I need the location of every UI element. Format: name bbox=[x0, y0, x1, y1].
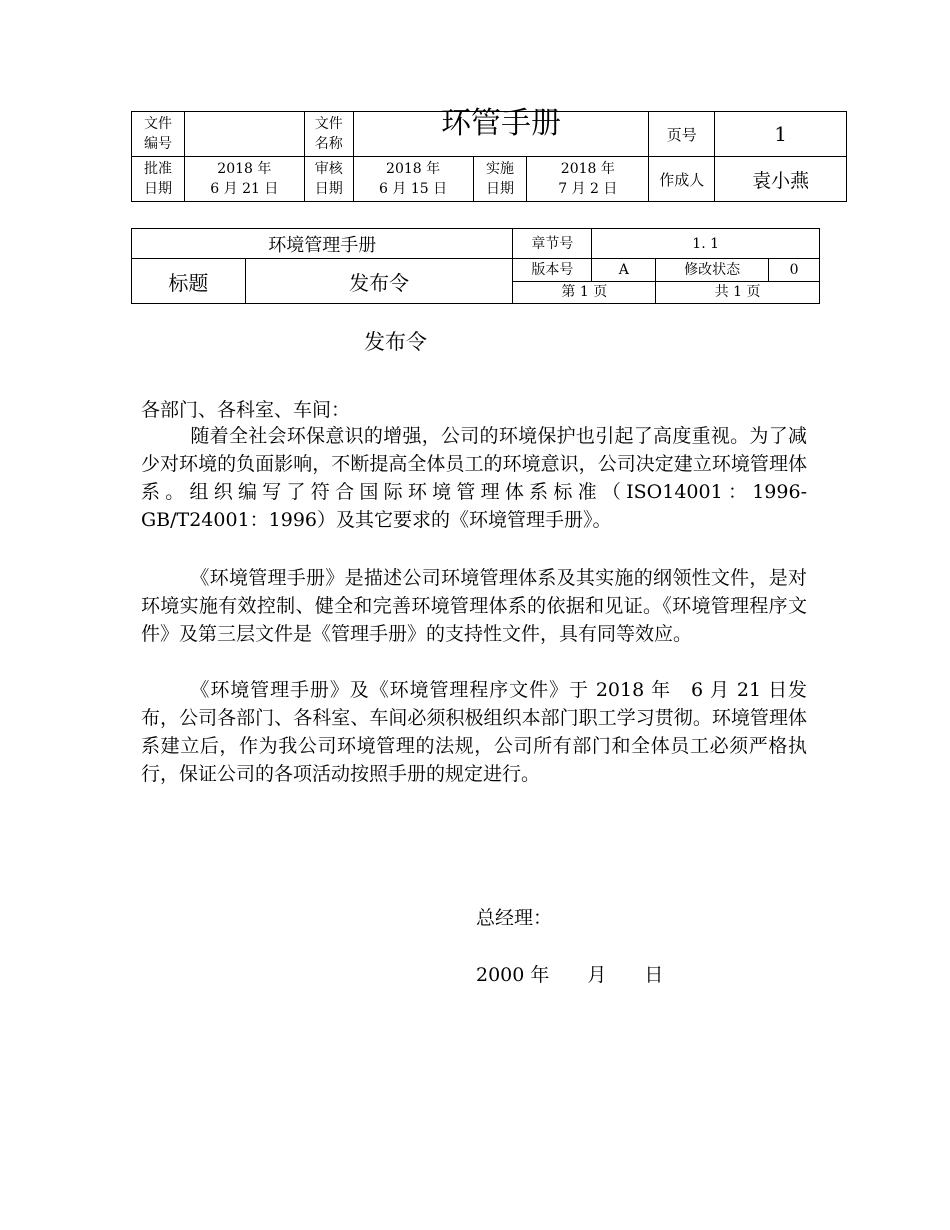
review-date-label: 审核 日期 bbox=[304, 157, 353, 202]
body-paragraph: 随着全社会环保意识的增强，公司的环境保护也引起了高度重视。为了减少对环境的负面影响，不断提高全体员工的环境意识，公司决定建立环境管理体系。组织编写了符合国际环境管理体系标准（ISO14001：1996-GB/T24001：1996）及其它要求的《环境管理手册》。 bbox=[141, 425, 807, 531]
manual-name: 环境管理手册 bbox=[132, 229, 513, 259]
version-value: A bbox=[592, 259, 656, 281]
section-header-table bbox=[131, 228, 820, 304]
page-number-label: 页号 bbox=[649, 112, 715, 157]
author-label: 作成人 bbox=[649, 157, 715, 202]
signature-date: 2000 年 月 日 bbox=[476, 964, 664, 986]
approve-date-label: 批准 日期 bbox=[132, 157, 185, 202]
page-indicator: 第 1 页 bbox=[513, 281, 656, 303]
signature-label: 总经理： bbox=[476, 907, 553, 929]
file-title: 环管手册 bbox=[353, 112, 649, 157]
subject-label: 标题 bbox=[132, 259, 246, 304]
total-pages: 共 1 页 bbox=[656, 281, 820, 303]
document-title: 发布令 bbox=[364, 330, 427, 354]
body-paragraph: 《环境管理手册》是描述公司环境管理体系及其实施的纲领性文件，是对环境实施有效控制、健全和完善环境管理体系的依据和见证。《环境管理程序文件》及第三层文件是《管理手册》的支持性文件，具有同等效应。 bbox=[141, 567, 807, 645]
chapter-value: 1. 1 bbox=[592, 229, 820, 259]
chapter-label: 章节号 bbox=[513, 229, 592, 259]
revision-value: 0 bbox=[769, 259, 820, 281]
revision-label: 修改状态 bbox=[656, 259, 769, 281]
review-date-value: 2018 年 6 月 15 日 bbox=[353, 157, 473, 202]
file-name-label: 文件 名称 bbox=[304, 112, 353, 157]
salutation: 各部门、各科室、车间： bbox=[141, 399, 351, 421]
author-value: 袁小燕 bbox=[715, 157, 847, 202]
file-number-label: 文件 编号 bbox=[132, 112, 185, 157]
approve-date-value: 2018 年 6 月 21 日 bbox=[184, 157, 304, 202]
version-label: 版本号 bbox=[513, 259, 592, 281]
implement-date-label: 实施 日期 bbox=[473, 157, 527, 202]
file-number-value bbox=[184, 112, 304, 157]
document-header-table bbox=[131, 106, 847, 202]
page-number-value: 1 bbox=[715, 112, 847, 157]
body-paragraph: 《环境管理手册》及《环境管理程序文件》于 2018 年 6 月 21 日发布，公司各部门、各科室、车间必须积极组织本部门职工学习贯彻。环境管理体系建立后，作为我公司环境管理的法规，公司所有部门和全体员工必须严格执行，保证公司的各项活动按照手册的规定进行。 bbox=[141, 679, 807, 785]
subject-value: 发布令 bbox=[245, 259, 513, 304]
implement-date-value: 2018 年 7 月 2 日 bbox=[527, 157, 649, 202]
